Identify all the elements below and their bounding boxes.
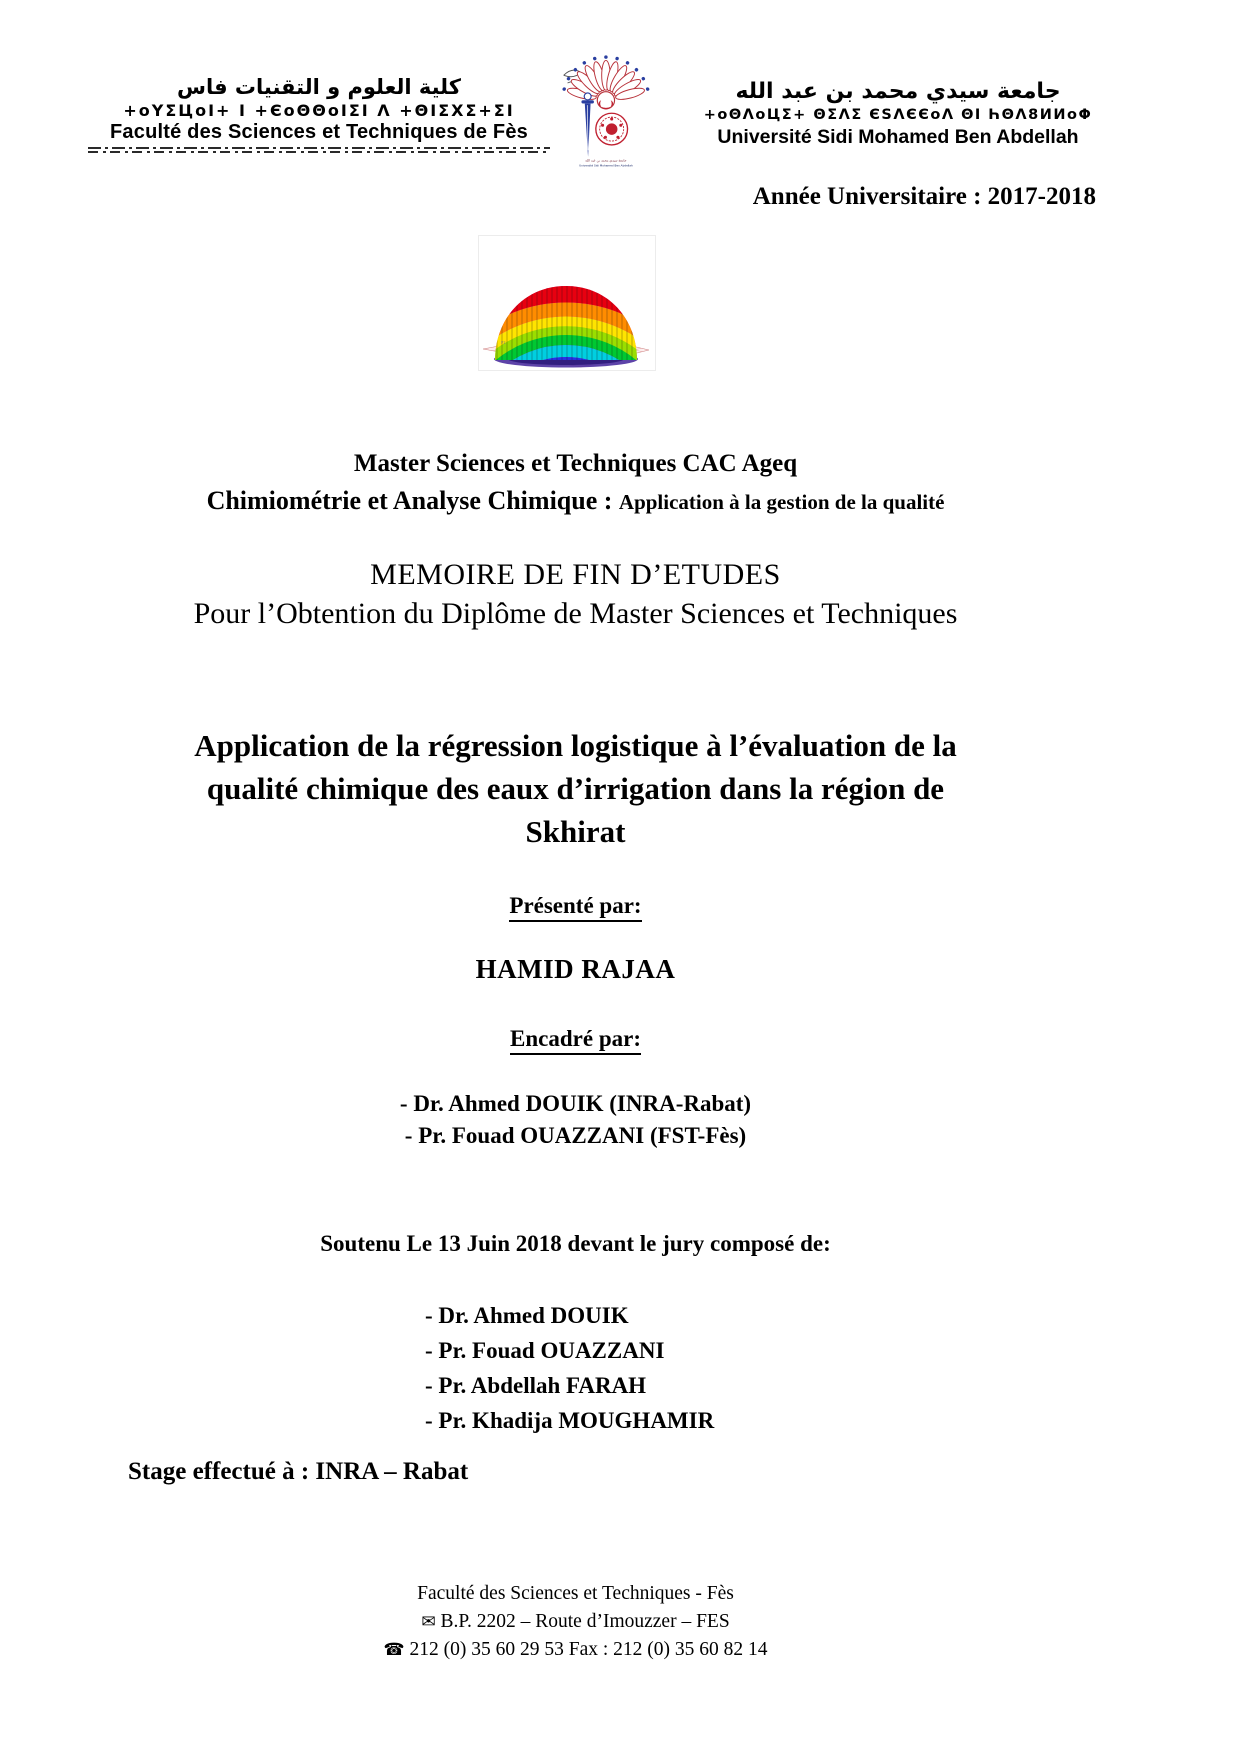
academic-year: Année Universitaire : 2017-2018 [752,183,1096,210]
footer-address-line [40,1608,1111,1637]
jury-list [425,1298,714,1438]
university-name-french: Université Sidi Mohamed Ben Abdellah [717,126,1079,148]
surface-plot-figure [478,235,656,371]
university-name-arabic: جامعة سيدي محمد بن عبد الله [735,79,1061,104]
presented-by-heading: Présenté par: [509,893,641,922]
supervisor-item: - Dr. Ahmed DOUIK (INRA-Rabat) [399,1091,752,1116]
thesis-title-line2: qualité chimique des eaux d’irrigation dans la région de [206,771,945,806]
program-subtitle-lead: Chimiométrie et Analyse Chimique : [206,486,619,515]
presented-by-heading-row [40,893,1111,922]
footer-phone-text: 212 (0) 35 60 29 53 Fax : 212 (0) 35 60 82 14 [409,1639,768,1660]
university-name-tifinagh: +oΘΛoЦΣ+ ΘΣΛΣ ЄSΛЄЄoΛ ΘΙ ҺΘΛ8ИИoΦ [703,107,1093,123]
phone-icon: ☎ [383,1640,405,1660]
supervised-by-heading-row [40,1026,1111,1055]
program-subtitle-rest: Application à la gestion de la qualité [618,490,945,514]
logo-caption-arabic: جامعة سيدي محمد بن عبد الله [585,158,627,163]
logo-rosette [596,113,628,145]
footer-phone-line [40,1636,1111,1665]
thesis-title-line3: Skhirat [525,814,626,849]
internship-location: Stage effectué à : INRA – Rabat [128,1458,469,1485]
defense-date-line: Soutenu Le 13 Juin 2018 devant le jury composé de: [320,1231,831,1256]
plot-axis-label: P2 [501,340,506,345]
mail-icon: ✉ [421,1611,436,1632]
university-emblem-graphic [556,44,652,170]
university-logo [556,44,652,170]
faculty-header-block [88,74,550,153]
supervisors-list [40,1088,1111,1152]
footer-address-text: B.P. 2202 – Route d’Imouzzer – FES [440,1610,730,1632]
faculty-name-french: Faculté des Sciences et Techniques de Fès [110,121,528,143]
supervised-by-heading: Encadré par: [510,1026,641,1055]
supervisor-item: - Pr. Fouad OUAZZANI (FST-Fès) [404,1123,747,1148]
footer-faculty-line: Faculté des Sciences et Techniques - Fès [417,1583,734,1604]
author-name: HAMID RAJAA [475,954,676,984]
thesis-title [40,724,1111,853]
logo-hub [597,92,614,109]
jury-member: - Dr. Ahmed DOUIK [425,1303,629,1328]
jury-member: - Pr. Abdellah FARAH [425,1373,647,1398]
thesis-title-line1: Application de la régression logistique à l’évaluation de la [194,728,957,763]
faculty-name-arabic: كلية العلوم و التقنيات فاس [177,75,461,99]
faculty-name-tifinagh: +oΥΣЦoΙ+ Ι +ЄoΘΘoΙΣΙ Λ +ΘΙΣΧΣ+ΣΙ [123,101,515,120]
university-header-block [652,78,1144,149]
footer-contact-block [40,1580,1111,1665]
jury-member: - Pr. Fouad OUAZZANI [425,1338,665,1363]
rainbow-dome-plot [479,236,653,368]
logo-caption-french: Université Sidi Mohamed Ben Abdellah [579,163,633,168]
jury-member: - Pr. Khadija MOUGHAMIR [425,1408,715,1433]
logo-dagger [581,93,593,157]
master-program-subtitle [40,486,1111,516]
dash-dot-divider [88,147,550,153]
memoire-subheading: Pour l’Obtention du Diplôme de Master Sciences et Techniques [193,597,958,630]
master-program-title: Master Sciences et Techniques CAC Ageq [353,450,798,477]
plot-dome [479,276,653,368]
memoire-heading: MEMOIRE DE FIN D’ETUDES [370,558,781,591]
